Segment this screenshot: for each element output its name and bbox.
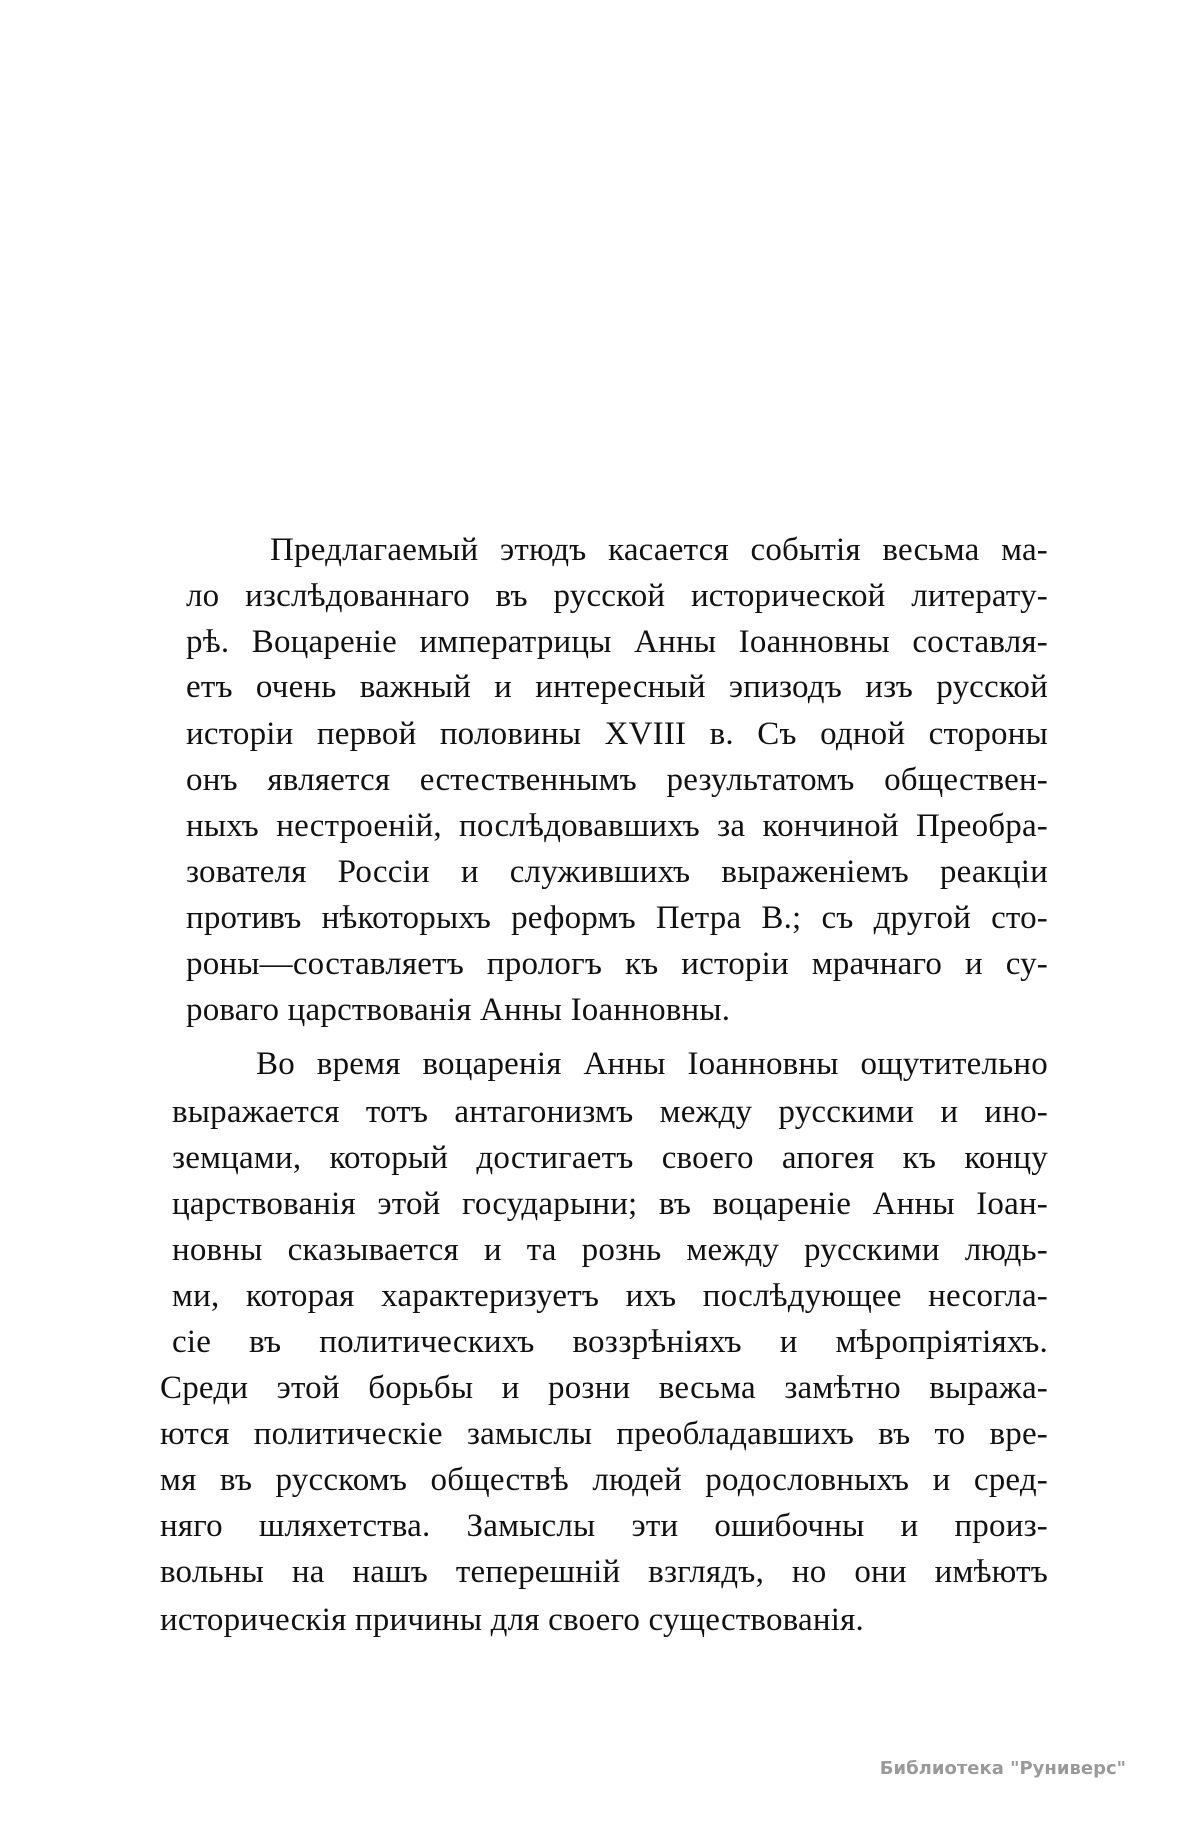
paragraph-1-line-3: рѣ. Воцареніе императрицы Анны Іоанновны составля- xyxy=(186,624,1048,660)
paragraph-2-line-5: новны сказывается и та рознь между русскими людь- xyxy=(172,1232,1048,1268)
paragraph-2-line-8: Среди этой борьбы и розни весьма замѣтно выража- xyxy=(160,1370,1048,1406)
paragraph-1-line-11: роваго царствованія Анны Іоанновны. xyxy=(186,992,731,1028)
paragraph-1-line-8: зователя Россіи и служившихъ выраженіемъ реакціи xyxy=(186,854,1048,890)
paragraph-1-line-1: Предлагаемый этюдъ касается событія весьма ма- xyxy=(270,532,1048,568)
paragraph-2-line-3: земцами, который достигаетъ своего апогея къ концу xyxy=(172,1140,1048,1176)
paragraph-2-line-7: сіе въ политическихъ воззрѣніяхъ и мѣропріятіяхъ. xyxy=(172,1324,1048,1360)
paragraph-1-line-5: исторіи первой половины XVIII в. Съ одной стороны xyxy=(186,716,1048,752)
paragraph-1-line-7: ныхъ нестроеній, послѣдовавшихъ за кончиной Преобра- xyxy=(186,808,1048,844)
paragraph-2-line-9: ются политическіе замыслы преобладавшихъ въ то вре- xyxy=(160,1416,1048,1452)
paragraph-2-line-11: няго шляхетства. Замыслы эти ошибочны и произ- xyxy=(160,1508,1048,1544)
paragraph-1-line-4: етъ очень важный и интересный эпизодъ изъ русской xyxy=(186,669,1048,705)
paragraph-2-line-12: вольны на нашъ теперешній взглядъ, но они имѣютъ xyxy=(160,1554,1048,1590)
paragraph-2-line-6: ми, которая характеризуетъ ихъ послѣдующее несогла- xyxy=(172,1278,1048,1314)
paragraph-2-line-13: историческія причины для своего существованія. xyxy=(160,1602,864,1638)
paragraph-1-line-2: ло изслѣдованнаго въ русской исторической литерату- xyxy=(186,578,1048,614)
paragraph-1-line-10: роны—составляетъ прологъ къ исторіи мрачнаго и су- xyxy=(186,946,1048,982)
paragraph-2-line-10: мя въ русскомъ обществѣ людей родословныхъ и сред- xyxy=(160,1462,1048,1498)
paragraph-2-line-1: Во время воцаренія Анны Іоанновны ощутительно xyxy=(256,1046,1048,1082)
paragraph-1-line-9: противъ нѣкоторыхъ реформъ Петра В.; съ другой сто- xyxy=(186,900,1048,936)
paragraph-2-line-4: царствованія этой государыни; въ воцареніе Анны Іоан- xyxy=(172,1186,1048,1222)
paragraph-1-line-6: онъ является естественнымъ результатомъ обществен- xyxy=(186,762,1048,798)
paragraph-2-line-2: выражается тотъ антагонизмъ между русскими и ино- xyxy=(172,1094,1048,1130)
library-watermark: Библиотека "Руниверс" xyxy=(879,1758,1126,1779)
